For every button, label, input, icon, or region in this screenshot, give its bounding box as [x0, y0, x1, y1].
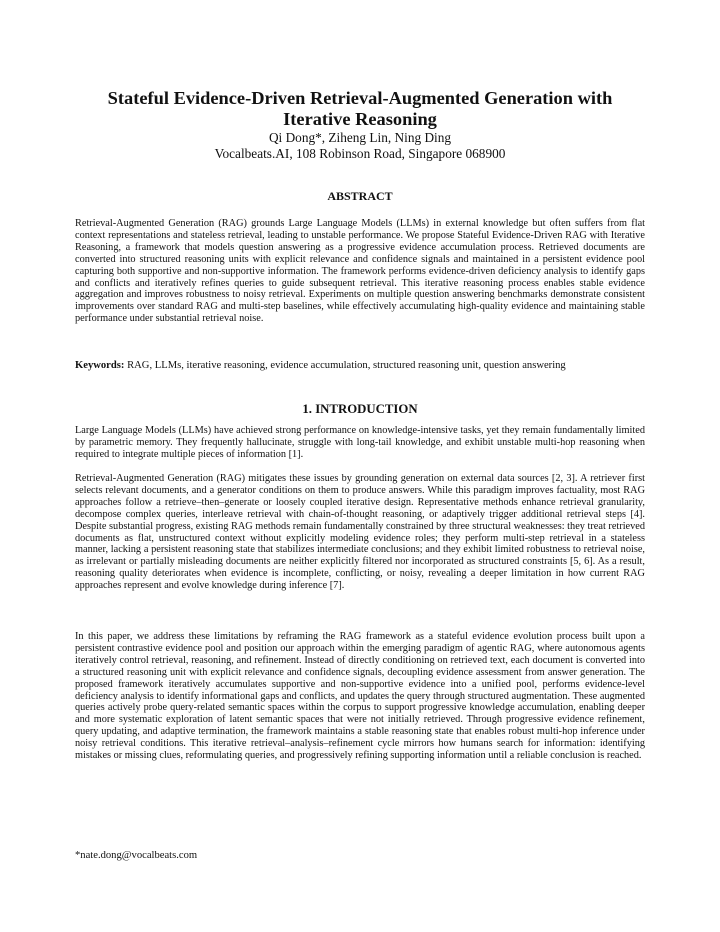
intro-paragraph-1: Large Language Models (LLMs) have achieved strong performance on knowledge-intensive tasks, yet they remain fundamentally limited by parametric memory. They frequently hallucinate, struggle with long-tail knowledge, and exhibit unstable multi-hop reasoning when required to integrate multiple pieces of information [1].: [75, 425, 645, 460]
keywords: [75, 360, 645, 372]
title-line-2: Iterative Reasoning: [283, 109, 437, 129]
affiliation: Vocalbeats.AI, 108 Robinson Road, Singapore 068900: [214, 146, 506, 161]
footnote-email: *nate.dong@vocalbeats.com: [75, 850, 198, 861]
section-heading-introduction: 1. INTRODUCTION: [302, 402, 418, 416]
abstract-heading: ABSTRACT: [327, 189, 393, 203]
intro-paragraph-2: Retrieval-Augmented Generation (RAG) mitigates these issues by grounding generation on external data sources [2, 3]. A retriever first selects relevant documents, and a generator conditions on them to produce answers. While this paradigm improves factuality, most RAG approaches follow a retrieve–then–generate or loosely coupled iterative design. Representative methods enhance retrieval granularity, decompose complex queries, interleave retrieval with chain-of-thought reasoning, or adaptively trigger additional retrieval steps [4]. Despite substantial progress, existing RAG methods remain fundamentally constrained by three structural weaknesses: they treat retrieved documents as flat, unstructured context without explicitly modeling evidence roles; they perform multi-step retrieval in a stateless manner, lacking a persistent reasoning state that stabilizes intermediate conclusions; and they exhibit limited robustness to retrieval noise, as irrelevant or partially misleading documents are neither explicitly filtered nor incorporated as structured constraints [5, 6]. As a result, reasoning quality deteriorates when evidence is incomplete, conflicting, or noisy, revealing a deeper limitation in how current RAG approaches represent and evolve knowledge during inference [7].: [75, 473, 645, 592]
intro-paragraph-3: In this paper, we address these limitations by reframing the RAG framework as a stateful evidence evolution process built upon a persistent contrastive evidence pool and position our approach within the emerging paradigm of agentic RAG, where autonomous agents iteratively control retrieval, reasoning, and refinement. Instead of directly conditioning on retrieved text, each document is converted into a structured reasoning unit with explicit relevance and confidence signals, decoupling evidence assessment from answer generation. The proposed framework iteratively accumulates supportive and non-supportive evidence into a unified pool, performs evidence-level deficiency analysis to identify informational gaps and conflicts, and updates the query through structured augmentation. These augmented queries actively probe query-related semantic spaces within the corpus to support progressive knowledge accumulation, enabling deeper and more systematic exploration of latent semantic spaces that were not initially retrieved. Through progressive evidence refinement, query updating, and adaptive termination, the framework maintains a stable reasoning state that enables robust multi-hop inference under noisy retrieval conditions. This iterative retrieval–analysis–refinement cycle mirrors how humans search for information: identifying mistakes or missing clues, reformulating queries, and progressively refining supporting information until a reliable conclusion is reached.: [75, 631, 645, 762]
author-list: Qi Dong*, Ziheng Lin, Ning Ding: [268, 130, 452, 145]
keywords-text: RAG, LLMs, iterative reasoning, evidence accumulation, structured reasoning unit, question answering: [127, 360, 566, 371]
paper-title: [60, 88, 660, 130]
title-line-1: Stateful Evidence-Driven Retrieval-Augmented Generation with: [107, 88, 613, 108]
keywords-label: Keywords:: [75, 360, 125, 371]
abstract-text: Retrieval-Augmented Generation (RAG) grounds Large Language Models (LLMs) in external knowledge but often suffers from flat context representations and stateless retrieval, leading to unstable performance. We propose Stateful Evidence-Driven RAG with Iterative Reasoning, a framework that models question answering as a progressive evidence accumulation process. Retrieved documents are converted into structured reasoning units with explicit relevance and confidence signals and maintained in a persistent evidence pool capturing both supportive and non-supportive information. The framework performs evidence-driven deficiency analysis to identify gaps and conflicts and iteratively refines queries to guide subsequent retrieval. This iterative reasoning process enables stable evidence aggregation and improves robustness to noisy retrieval. Experiments on multiple question answering benchmarks demonstrate consistent improvements over standard RAG and multi-step baselines, while effectively accumulating high-quality evidence and maintaining stable performance under substantial retrieval noise.: [75, 218, 645, 325]
